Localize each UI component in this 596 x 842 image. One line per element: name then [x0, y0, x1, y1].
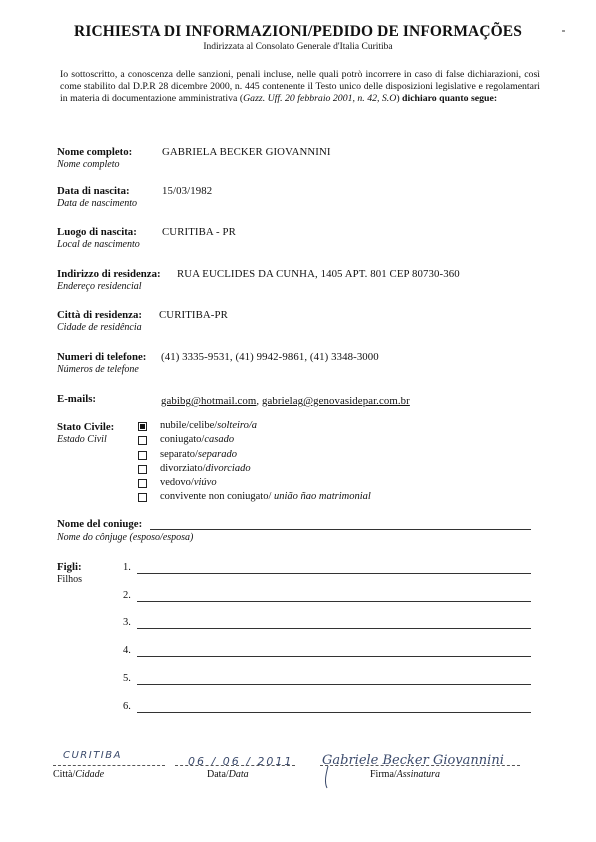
handwritten-city: CURITIBA — [63, 750, 122, 761]
child-field-1[interactable] — [137, 573, 531, 574]
address-value: RUA EUCLIDES DA CUNHA, 1405 APT. 801 CEP 80730-360 — [177, 268, 460, 280]
option-divorced-it: divorziato/ — [160, 463, 206, 474]
email-link-1[interactable]: gabibg@hotmail.com — [161, 395, 257, 407]
phone-value: (41) 3335-9531, (41) 9942-9861, (41) 3348-3000 — [161, 351, 379, 363]
checkbox-separated[interactable] — [138, 451, 147, 460]
option-divorced — [160, 463, 251, 474]
child-field-5[interactable] — [137, 684, 531, 685]
option-cohabiting-it: convivente non coniugato/ — [160, 491, 275, 502]
sign-footer-label — [370, 769, 440, 780]
spouse-sublabel: Nome do cônjuge (esposo/esposa) — [57, 532, 194, 543]
birth-date-label: Data di nascita: — [57, 185, 130, 197]
handwritten-date: 06 / 06 / 2011 — [188, 755, 294, 768]
address-sublabel: Endereço residencial — [57, 281, 142, 292]
option-cohabiting — [160, 491, 371, 502]
option-single-it: nubile/celibe/ — [160, 420, 218, 431]
birth-place-label: Luogo di nascita: — [57, 226, 137, 238]
checkbox-widowed[interactable] — [138, 479, 147, 488]
child-field-2[interactable] — [137, 601, 531, 602]
email-separator: , — [256, 395, 263, 407]
option-cohabiting-pt: união ñao matrimonial — [274, 491, 371, 502]
sign-signature-line[interactable] — [320, 765, 520, 766]
birth-date-sublabel: Data de nascimento — [57, 198, 137, 209]
spouse-label: Nome del coniuge: — [57, 518, 143, 530]
option-married-it: coniugato/ — [160, 434, 205, 445]
signature-text: Gabriele Becker Giovannini — [322, 753, 504, 768]
city-label: Città di residenza: — [57, 309, 142, 321]
child-number-3: 3. — [123, 617, 131, 628]
option-divorced-pt: divorciado — [205, 463, 251, 474]
city-signature-line[interactable] — [53, 765, 165, 766]
city-sublabel: Cidade de residência — [57, 322, 142, 333]
full-name-sublabel: Nome completo — [57, 159, 120, 170]
children-sublabel: Filhos — [57, 574, 83, 585]
gazette-reference: Gazz. Uff. 20 febbraio 2001, n. 42, S.O — [243, 93, 397, 104]
checkbox-married[interactable] — [138, 436, 147, 445]
birth-date-value: 15/03/1982 — [162, 185, 213, 197]
phone-sublabel: Números de telefone — [57, 364, 139, 375]
declaration-closing: dichiaro quanto segue: — [402, 93, 498, 104]
birth-place-sublabel: Local de nascimento — [57, 239, 140, 250]
full-name-label: Nome completo: — [57, 146, 133, 158]
children-label: Figli: — [57, 561, 82, 573]
option-separated — [160, 449, 237, 460]
sign-footer-label-pt: Assinatura — [396, 769, 441, 780]
city-value: CURITIBA-PR — [159, 309, 228, 321]
option-married — [160, 434, 234, 445]
address-label: Indirizzo di residenza: — [57, 268, 161, 280]
date-footer-label-pt: Data — [228, 769, 249, 780]
option-widowed-pt: viúvo — [193, 477, 217, 488]
date-footer-label-it: Data/ — [207, 769, 229, 780]
option-separated-pt: separado — [197, 449, 237, 460]
signature-image — [318, 744, 528, 790]
option-single-pt: solteiro/a — [217, 420, 258, 431]
child-number-1: 1. — [123, 562, 131, 573]
pen-mark — [562, 30, 565, 32]
declaration-text — [60, 69, 540, 105]
child-field-6[interactable] — [137, 712, 531, 713]
child-number-4: 4. — [123, 645, 131, 656]
sign-footer-label-it: Firma/ — [370, 769, 397, 780]
option-single — [160, 420, 257, 431]
checkbox-divorced[interactable] — [138, 465, 147, 474]
phone-label: Numeri di telefone: — [57, 351, 147, 363]
date-footer-label — [207, 769, 249, 780]
form-subtitle: Indirizzata al Consolato Generale d'Italia Curitiba — [203, 42, 393, 52]
email-label: E-mails: — [57, 393, 96, 405]
declaration-part1: Io sottoscritto, a conoscenza delle sanzioni, penali incluse, nelle quali potrò incorrere in caso di false dichiarazioni, così come stabilito dal D.P.R 28 dicembre 2000, n. 445 contenente il Testo unico delle disposizioni legislative e regolamentari in materia di documentazione amministrativa ( — [60, 69, 540, 104]
birth-place-value: CURITIBA - PR — [162, 226, 236, 238]
child-number-6: 6. — [123, 701, 131, 712]
declaration-part2: ) — [396, 93, 403, 104]
city-footer-label-it: Città/ — [53, 769, 76, 780]
marital-status-sublabel: Estado Civil — [57, 434, 107, 445]
form-title: RICHIESTA DI INFORMAZIONI/PEDIDO DE INFORMAÇÕES — [74, 23, 522, 40]
checkbox-single[interactable] — [138, 422, 147, 431]
option-widowed — [160, 477, 217, 488]
city-footer-label — [53, 769, 104, 780]
child-field-3[interactable] — [137, 628, 531, 629]
email-value — [161, 395, 410, 407]
option-widowed-it: vedovo/ — [160, 477, 194, 488]
option-married-pt: casado — [204, 434, 235, 445]
marital-status-label: Stato Civile: — [57, 421, 115, 433]
spouse-field[interactable] — [150, 529, 531, 530]
city-footer-label-pt: Cidade — [75, 769, 105, 780]
date-signature-line[interactable] — [175, 765, 295, 766]
checkbox-cohabiting[interactable] — [138, 493, 147, 502]
child-field-4[interactable] — [137, 656, 531, 657]
child-number-5: 5. — [123, 673, 131, 684]
full-name-value: GABRIELA BECKER GIOVANNINI — [162, 146, 331, 158]
option-separated-it: separato/ — [160, 449, 198, 460]
email-link-2[interactable]: gabrielag@genovasidepar.com.br — [262, 395, 410, 407]
child-number-2: 2. — [123, 590, 131, 601]
